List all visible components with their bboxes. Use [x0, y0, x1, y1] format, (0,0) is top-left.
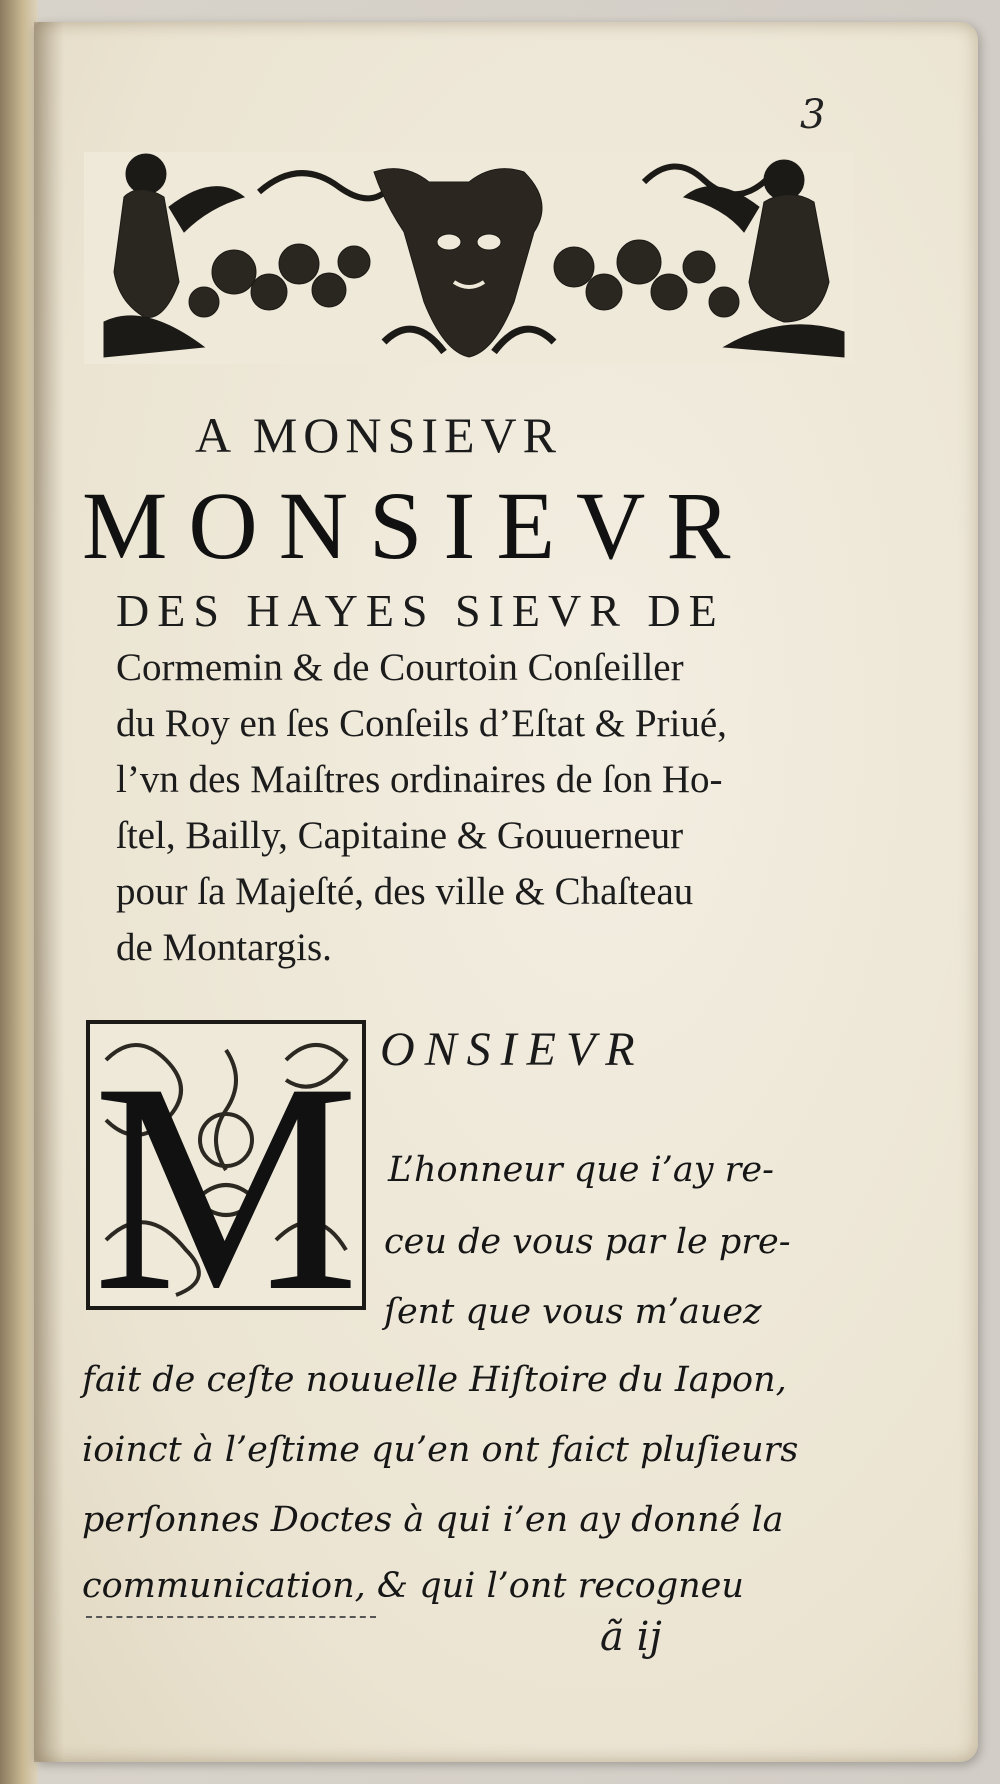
- title-line-2: MONSIEVR: [82, 472, 752, 579]
- address-line: ſtel, Bailly, Capitaine & Gouuerneur: [116, 814, 684, 857]
- body-line: ſent que vous m’auez: [384, 1292, 762, 1332]
- ink-underline: [86, 1616, 376, 1618]
- title-line-1: A MONSIEVR: [195, 407, 562, 463]
- address-block: [116, 640, 856, 976]
- decorated-initial: [86, 1020, 366, 1310]
- gutter-shadow: [34, 22, 64, 1762]
- body-line: communication, & qui l’ont recogneu: [82, 1566, 744, 1606]
- salutation: ONSIEVR: [380, 1023, 645, 1076]
- body-line: fait de ceſte nouuelle Hiſtoire du Iapon,: [82, 1360, 787, 1400]
- address-line: du Roy en ſes Conſeils d’Eſtat & Priué,: [116, 702, 727, 745]
- ornamental-headpiece: [84, 152, 854, 364]
- body-line: perſonnes Doctes à qui i’en ay donné la: [82, 1500, 784, 1540]
- page-number: 3: [800, 92, 826, 138]
- body-line: ceu de vous par le pre-: [384, 1222, 791, 1262]
- address-line: pour ſa Majeſté, des ville & Chaſteau: [116, 870, 694, 913]
- title-line-3: DES HAYES SIEVR DE: [116, 585, 725, 636]
- body-line: L’honneur que i’ay re-: [388, 1150, 774, 1190]
- dropcap-letter: M: [92, 1021, 360, 1310]
- signature-mark: ã ij: [600, 1614, 662, 1660]
- address-line: Cormemin & de Courtoin Conſeiller: [116, 646, 684, 689]
- address-line: l’vn des Maiſtres ordinaires de ſon Ho-: [116, 758, 723, 801]
- address-line: de Montargis.: [116, 926, 332, 969]
- body-line: ioinct à l’eſtime qu’en ont faict pluſieurs: [82, 1430, 799, 1470]
- book-spine: [0, 0, 38, 1784]
